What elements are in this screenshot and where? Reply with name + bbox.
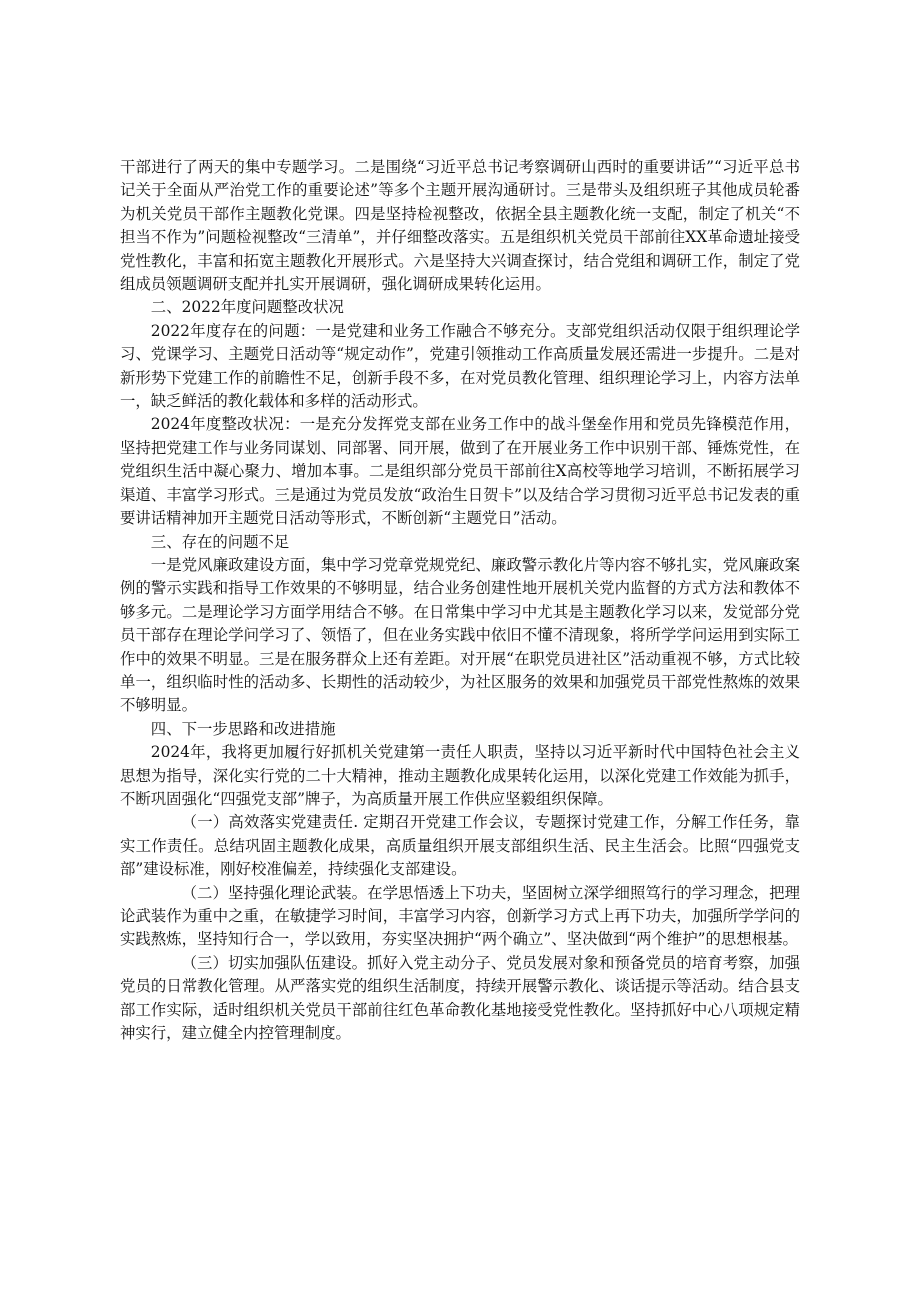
section-heading-4: 四、下一步思路和改进措施 [150,719,336,738]
section-heading-3: 三、存在的问题不足 [150,532,290,551]
paragraph-continuation: 干部进行了两天的集中专题学习。二是围绕“习近平总书记考察调研山西时的重要讲话”“习近平总书记关于全面从严治党工作的重要论述”等多个主题开展沟通研讨。三是带头及组织班子其他成员轮番为机关党员干部作主题教化党课。四是坚持检视整改，依据全县主题教化统一支配，制定了机关“不担当不作为”问题检视整改“三清单”，并仔细整改落实。五是组织机关党员干部前往XX革命遗址接受党性教化，丰富和拓宽主题教化开展形式。六是坚持大兴调查探讨，结合党组和调研工作，制定了党组成员领题调研支配并扎实开展调研，强化调研成果转化运用。 [120,158,800,294]
paragraph-2022-problems: 2022年度存在的问题：一是党建和业务工作融合不够充分。支部党组织活动仅限于组织理论学习、党课学习、主题党日活动等“规定动作”，党建引领推动工作高质量发展还需进一步提升。二是对新形势下党建工作的前瞻性不足，创新手段不多，在对党员教化管理、组织理论学习上，内容方法单一，缺乏鲜活的教化载体和多样的活动形式。 [120,321,800,411]
section-heading-2: 二、2022年度问题整改状况 [150,298,344,317]
paragraph-existing-problems: 一是党风廉政建设方面，集中学习党章党规党纪、廉政警示教化片等内容不够扎实，党风廉政案例的警示实践和指导工作效果的不够明显，结合业务创建性地开展机关党内监督的方式方法和教体不够多元。二是理论学习方面学用结合不够。在日常集中学习中尤其是主题教化学习以来，发觉部分党员干部存在理论学问学习了、领悟了，但在业务实践中依旧不懂不清现象，将所学学问运用到实际工作中的效果不明显。三是在服务群众上还有差距。对开展“在职党员进社区”活动重视不够，方式比较单一，组织临时性的活动多、长期性的活动较少，为社区服务的效果和加强党员干部党性熬炼的效果不够明显。 [120,555,800,715]
paragraph-measure-3: （三）切实加强队伍建设。抓好入党主动分子、党员发展对象和预备党员的培育考察，加强党员的日常教化管理。从严落实党的组织生活制度，持续开展警示教化、谈话提示等活动。结合县支部工作实际，适时组织机关党员干部前往红色革命教化基地接受党性教化。坚持抓好中心八项规定精神实行，建立健全内控管理制度。 [120,953,800,1043]
paragraph-next-steps: 2024年，我将更加履行好抓机关党建第一责任人职责，坚持以习近平新时代中国特色社会主义思想为指导，深化实行党的二十大精神，推动主题教化成果转化运用，以深化党建工作效能为抓手，不断巩固强化“四强党支部”牌子，为高质量开展工作供应坚毅组织保障。 [120,743,800,808]
document-body [120,156,800,1045]
paragraph-2024-rectification: 2024年度整改状况：一是充分发挥党支部在业务工作中的战斗堡垒作用和党员先锋模范作用，坚持把党建工作与业务同谋划、同部署、同开展，做到了在开展业务工作中识别干部、锤炼党性，在党组织生活中凝心聚力、增加本事。二是组织部分党员干部前往X高校等地学习培训，不断拓展学习渠道、丰富学习形式。三是通过为党员发放“政治生日贺卡”以及结合学习贯彻习近平总书记发表的重要讲话精神加开主题党日活动等形式，不断创新“主题党日”活动。 [120,415,800,528]
paragraph-measure-1: （一）高效落实党建责任. 定期召开党建工作会议，专题探讨党建工作，分解工作任务，靠实工作责任。总结巩固主题教化成果，高质量组织开展支部组织生活、民主生活会。比照“四强党支部”建设标准，刚好校准偏差，持续强化支部建设。 [120,813,800,879]
paragraph-measure-2: （二）坚持强化理论武装。在学思悟透上下功夫，坚固树立深学细照笃行的学习理念，把理论武装作为重中之重，在敏捷学习时间，丰富学习内容，创新学习方式上再下功夫，加强所学学问的实践熬炼，坚持知行合一，学以致用，夯实坚决拥护“两个确立”、坚决做到“两个维护”的思想根基。 [120,883,800,949]
